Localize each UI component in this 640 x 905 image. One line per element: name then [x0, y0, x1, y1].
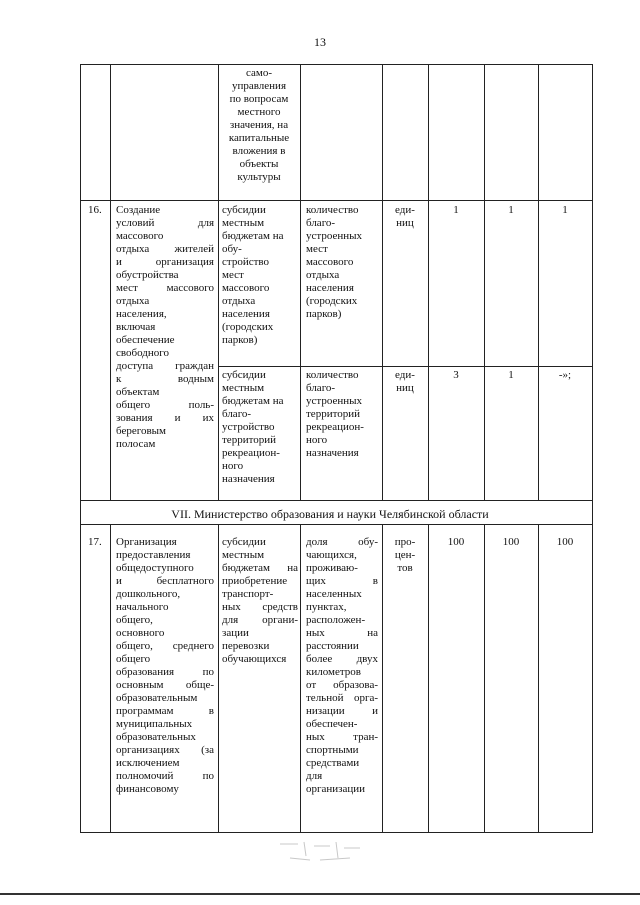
col-divider-1b — [110, 524, 111, 833]
cell-row16a-unit — [382, 204, 428, 230]
page-bottom-edge — [0, 893, 640, 895]
row-separator-16 — [80, 200, 593, 201]
text-line: рекреацион- — [306, 421, 364, 433]
text-line: вложения в — [232, 145, 286, 157]
text-line: обеспечен- — [306, 718, 358, 730]
page-number: 13 — [314, 35, 326, 49]
row-separator-bottom — [80, 832, 593, 833]
text-line: береговым — [116, 425, 166, 437]
col-divider-5b — [428, 524, 429, 833]
col-divider-4 — [382, 64, 383, 500]
text-line: территорий — [222, 434, 277, 446]
col-divider-3b — [300, 524, 301, 833]
text-line: количество — [306, 369, 359, 381]
text-line: мест — [222, 269, 244, 281]
cell-row17-number: 17. — [88, 536, 102, 548]
cell-row16-number: 16. — [88, 204, 102, 216]
text-line: программам в — [116, 705, 214, 717]
text-line: свободного — [116, 347, 170, 359]
text-line: Создание — [116, 204, 161, 216]
text-line: отдыха жителей — [116, 243, 214, 255]
cell-row17-value-1: 100 — [447, 536, 465, 548]
cell-row17-value-3: 100 — [556, 536, 574, 548]
text-line: массового — [222, 282, 270, 294]
text-line: благо- — [222, 408, 252, 420]
text-line: культуры — [237, 171, 281, 183]
text-line: управления — [231, 80, 287, 92]
text-line: количество — [306, 204, 359, 216]
text-line: благо- — [306, 217, 336, 229]
cell-row16b-value-3: -»; — [558, 369, 572, 381]
text-line: расположен- — [306, 614, 366, 626]
col-divider-2b — [218, 524, 219, 833]
text-line: стройство — [222, 256, 270, 268]
text-line: километров — [306, 666, 361, 678]
text-line: для — [306, 770, 323, 782]
text-line: массового — [306, 256, 354, 268]
cell-row16b-value-2: 1 — [508, 369, 514, 381]
text-line: назначения — [222, 473, 275, 485]
text-line: низации и — [306, 705, 378, 717]
text-line: предоставления — [116, 549, 191, 561]
text-line: рекреацион- — [222, 447, 280, 459]
text-line: ных тран- — [306, 731, 378, 743]
text-line: ных средств — [222, 601, 298, 613]
text-line: щих в — [306, 575, 378, 587]
row-separator-section-bottom — [80, 524, 593, 525]
faint-stamp-mark — [270, 836, 370, 866]
text-line: бюджетам на — [222, 562, 298, 574]
text-line: мест — [306, 243, 328, 255]
text-line: организации — [306, 783, 366, 795]
text-line: отдыха — [222, 295, 256, 307]
text-line: организациях (за — [116, 744, 214, 756]
cell-row16b-form — [222, 369, 298, 486]
text-line: транспорт- — [222, 588, 274, 600]
text-line: по вопросам — [229, 93, 289, 105]
stamp-scribble — [270, 836, 370, 866]
cell-row17-indicator — [306, 536, 378, 796]
text-line: про- — [394, 536, 416, 548]
text-line: местным — [222, 549, 265, 561]
text-line: доля обу- — [306, 536, 378, 548]
text-line: дошкольного, — [116, 588, 181, 600]
col-divider-6 — [484, 64, 485, 500]
text-line: включая — [116, 321, 156, 333]
text-line: еди- — [395, 204, 415, 216]
text-line: доступа граждан — [116, 360, 214, 372]
table-border-right — [592, 64, 593, 833]
text-line: парков) — [306, 308, 342, 320]
text-line: муниципальных — [116, 718, 193, 730]
text-line: для органи- — [222, 614, 298, 626]
text-line: общего — [116, 653, 151, 665]
text-line: населения — [222, 308, 270, 320]
col-divider-6b — [484, 524, 485, 833]
text-line: населения — [306, 282, 354, 294]
row-separator-top — [80, 64, 593, 65]
col-divider-3 — [300, 64, 301, 500]
cell-row16a-value-1: 1 — [453, 204, 459, 216]
text-line: отдыха — [306, 269, 340, 281]
cell-continuation-form — [219, 67, 299, 184]
text-line: исключением — [116, 757, 180, 769]
text-line: тов — [397, 562, 413, 574]
text-line: условий для — [116, 217, 214, 229]
text-line: местным — [222, 217, 265, 229]
cell-row16b-indicator — [306, 369, 382, 460]
text-line: бюджетам на — [222, 395, 284, 407]
text-line: более двух — [306, 653, 378, 665]
section-heading: VII. Министерство образования и науки Челябинской области — [171, 507, 489, 521]
cell-row17-unit — [382, 536, 428, 575]
text-line: спортными — [306, 744, 359, 756]
row-separator-16b — [218, 366, 593, 367]
text-line: Организация — [116, 536, 177, 548]
text-line: капитальные — [228, 132, 290, 144]
text-line: основного — [116, 627, 165, 639]
text-line: ниц — [396, 217, 414, 229]
text-line: пунктах, — [306, 601, 347, 613]
text-line: местным — [222, 382, 265, 394]
col-divider-1 — [110, 64, 111, 500]
text-line: территорий — [306, 408, 361, 420]
text-line: отдыха — [116, 295, 150, 307]
text-line: тельной орга- — [306, 692, 378, 704]
text-line: основным обще- — [116, 679, 214, 691]
cell-row16b-unit — [382, 369, 428, 395]
text-line: зации — [222, 627, 249, 639]
cell-row16a-form — [222, 204, 298, 347]
text-line: населения, — [116, 308, 167, 320]
text-line: образования по — [116, 666, 214, 678]
col-divider-7b — [538, 524, 539, 833]
text-line: расстоянии — [306, 640, 359, 652]
text-line: и бесплатного — [116, 575, 214, 587]
text-line: назначения — [306, 447, 359, 459]
cell-row16a-indicator — [306, 204, 382, 321]
cell-row17-form — [222, 536, 298, 666]
text-line: средствами — [306, 757, 360, 769]
text-line: объектам — [116, 386, 160, 398]
cell-row16b-value-1: 3 — [453, 369, 459, 381]
text-line: ного — [222, 460, 244, 472]
text-line: образовательных — [116, 731, 196, 743]
cell-row17-name — [116, 536, 214, 796]
text-line: общего, — [116, 614, 153, 626]
col-divider-5 — [428, 64, 429, 500]
text-line: от образова- — [306, 679, 378, 691]
text-line: начального — [116, 601, 169, 613]
text-line: общего, среднего — [116, 640, 214, 652]
text-line: общего поль- — [116, 399, 214, 411]
text-line: мест массового — [116, 282, 214, 294]
text-line: ных на — [306, 627, 378, 639]
cell-row17-value-2: 100 — [502, 536, 520, 548]
text-line: (городских — [306, 295, 358, 307]
text-line: полосам — [116, 438, 156, 450]
text-line: общедоступного — [116, 562, 194, 574]
text-line: субсидии — [222, 536, 266, 548]
cell-row16a-value-2: 1 — [508, 204, 514, 216]
text-line: проживаю- — [306, 562, 358, 574]
text-line: ного — [306, 434, 328, 446]
text-line: устроенных — [306, 395, 363, 407]
text-line: субсидии — [222, 204, 266, 216]
text-line: устроенных — [306, 230, 363, 242]
text-line: само- — [245, 67, 273, 79]
col-divider-7 — [538, 64, 539, 500]
text-line: благо- — [306, 382, 336, 394]
text-line: перевозки — [222, 640, 270, 652]
text-line: еди- — [395, 369, 415, 381]
cell-row16a-value-3: 1 — [562, 204, 568, 216]
text-line: парков) — [222, 334, 258, 346]
text-line: полномочий по — [116, 770, 214, 782]
text-line: населенных — [306, 588, 362, 600]
text-line: бюджетам на — [222, 230, 284, 242]
text-line: и организация — [116, 256, 214, 268]
text-line: устройство — [222, 421, 275, 433]
text-line: местного — [237, 106, 281, 118]
text-line: к водным — [116, 373, 214, 385]
text-line: обеспечение — [116, 334, 175, 346]
text-line: цен- — [394, 549, 416, 561]
text-line: образовательным — [116, 692, 198, 704]
text-line: приобретение — [222, 575, 288, 587]
text-line: ниц — [396, 382, 414, 394]
text-line: (городских — [222, 321, 274, 333]
text-line: зования и их — [116, 412, 214, 424]
text-line: чающихся, — [306, 549, 357, 561]
table-border-left — [80, 64, 81, 833]
row-separator-section-top — [80, 500, 593, 501]
text-line: объекты — [239, 158, 279, 170]
text-line: обучающихся — [222, 653, 287, 665]
text-line: обустройства — [116, 269, 179, 281]
text-line: значения, на — [229, 119, 289, 131]
text-line: обу- — [222, 243, 242, 255]
cell-row16-name — [116, 204, 214, 451]
text-line: массового — [116, 230, 164, 242]
text-line: субсидии — [222, 369, 266, 381]
text-line: финансовому — [116, 783, 179, 795]
